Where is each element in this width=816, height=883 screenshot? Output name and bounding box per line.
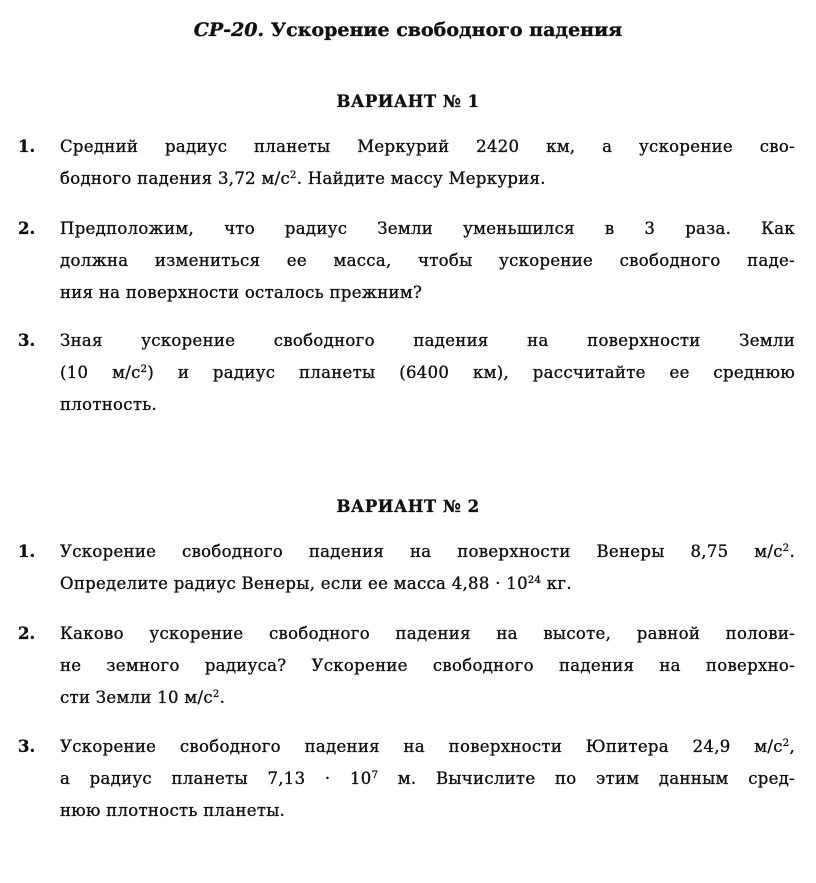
problem-line: нюю плотность планеты. bbox=[60, 801, 286, 820]
problem-line: Средний радиус планеты Меркурий 2420 км, а ускорение сво- bbox=[60, 137, 795, 156]
problem-number: 2. bbox=[18, 624, 36, 643]
worksheet-title bbox=[0, 14, 816, 46]
problem-line: должна измениться ее масса, чтобы ускорение свободного паде- bbox=[60, 251, 795, 270]
worksheet-title-text: Ускорение свободного падения bbox=[270, 19, 623, 41]
problem-line: а радиус планеты $7,13 \cdot 10^7$ м. Вычислите по этим данным сред- bbox=[60, 769, 795, 788]
problem-line: не земного радиуса? Ускорение свободного падения на поверхно- bbox=[60, 656, 795, 675]
problem-line: Ускорение свободного падения на поверхности Юпитера 24,9 $м/с^2$, bbox=[60, 737, 795, 756]
variant-1-heading: ВАРИАНТ № 1 bbox=[336, 92, 480, 111]
problem-line: Каково ускорение свободного падения на высоте, равной полови- bbox=[60, 624, 795, 643]
problem-line: ния на поверхности осталось прежним? bbox=[60, 283, 423, 302]
problem-number: 3. bbox=[18, 737, 36, 756]
problem-number: 3. bbox=[18, 331, 36, 350]
problem-line: (10 $м/с^2$) и радиус планеты (6400 км), рассчитайте ее среднюю bbox=[60, 363, 795, 382]
problem-number: 1. bbox=[18, 137, 36, 156]
problem-line: бодного падения 3,72 $м/с^2$. Найдите массу Меркурия. bbox=[60, 169, 546, 188]
problem-line: Зная ускорение свободного падения на поверхности Земли bbox=[60, 331, 795, 350]
variant-2-heading: ВАРИАНТ № 2 bbox=[336, 497, 480, 516]
problem-line: плотность. bbox=[60, 395, 158, 414]
problem-line: Определите радиус Венеры, если ее масса $4,88 \cdot 10^{24}$ кг. bbox=[60, 574, 572, 593]
problem-number: 2. bbox=[18, 219, 36, 238]
worksheet-code: СР-20. bbox=[193, 19, 265, 41]
problem-line: Предположим, что радиус Земли уменьшился в 3 раза. Как bbox=[60, 219, 795, 238]
problem-number: 1. bbox=[18, 542, 36, 561]
problem-line: Ускорение свободного падения на поверхности Венеры 8,75 $м/с^2$. bbox=[60, 542, 795, 561]
problem-line: сти Земли 10 $м/с^2$. bbox=[60, 688, 226, 707]
